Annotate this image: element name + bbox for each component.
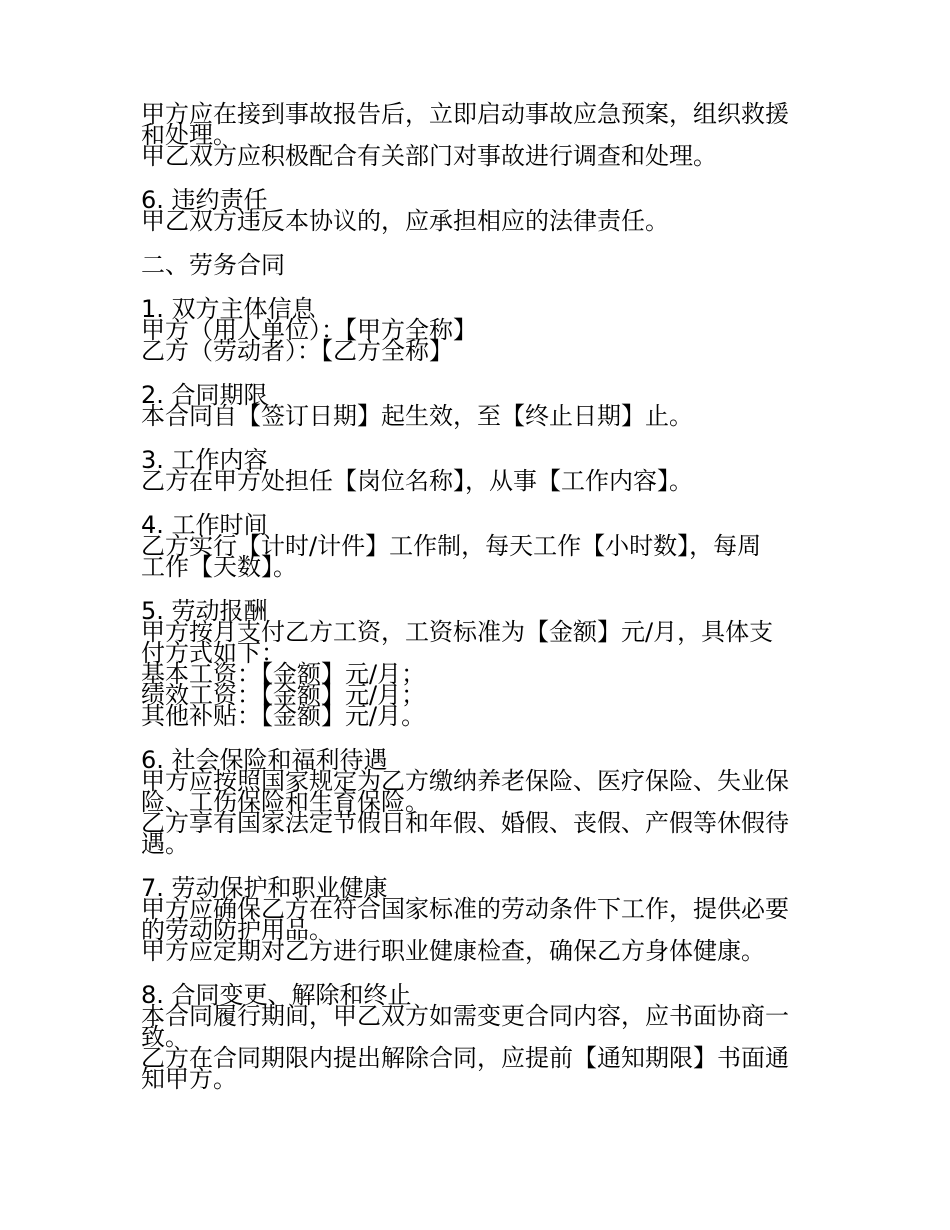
text-line: 的劳动防护用品。: [141, 916, 333, 944]
text-line: 险、工伤保险和生育保险。: [141, 788, 429, 816]
paragraph: [141, 100, 813, 170]
section-heading: 7. 劳动保护和职业健康: [141, 874, 388, 902]
section-heading: 4. 工作时间: [141, 511, 268, 539]
section-heading: 6. 社会保险和福利待遇: [141, 746, 388, 774]
section-heading: 1. 双方主体信息: [141, 295, 316, 323]
text-line: 甲方应按照国家规定为乙方缴纳养老保险、医疗保险、失业保: [141, 767, 789, 795]
text-line: 乙方在合同期限内提出解除合同，应提前【通知期限】书面通: [141, 1044, 789, 1072]
section-heading: 二、劳务合同: [141, 251, 285, 279]
text-line: 乙方实行【计时/计件】工作制，每天工作【小时数】，每周: [141, 532, 762, 560]
paragraph: [141, 895, 813, 965]
text-line: 乙方享有国家法定节假日和年假、婚假、丧假、产假等休假待: [141, 809, 789, 837]
paragraph: [141, 402, 813, 430]
text-line: 工作【天数】。: [141, 553, 297, 581]
paragraph: [141, 532, 813, 581]
section-heading: 6. 违约责任: [141, 186, 268, 214]
text-line: 甲乙双方应积极配合有关部门对事故进行调查和处理。: [141, 142, 717, 170]
paragraph: [141, 767, 813, 858]
text-line: 致。: [141, 1023, 189, 1051]
text-line: 知甲方。: [141, 1065, 237, 1093]
text-line: 甲方应在接到事故报告后，立即启动事故应急预案，组织救援: [141, 100, 789, 128]
paragraph: [141, 467, 813, 495]
section-heading: 5. 劳动报酬: [141, 597, 268, 625]
text-line: 付方式如下：: [141, 639, 285, 667]
section-heading: 3. 工作内容: [141, 446, 268, 474]
paragraph: [141, 207, 813, 235]
text-line: 遇。: [141, 830, 189, 858]
text-line: 和处理。: [141, 121, 237, 149]
text-line: 乙方（劳动者）：【乙方全称】: [141, 337, 453, 365]
text-line: 本合同履行期间，甲乙双方如需变更合同内容，应书面协商一: [141, 1002, 789, 1030]
text-line: 甲方（用人单位）：【甲方全称】: [141, 316, 477, 344]
section-heading: 2. 合同期限: [141, 381, 268, 409]
text-line: 基本工资：【金额】元/月；: [141, 660, 426, 688]
text-line: 乙方在甲方处担任【岗位名称】，从事【工作内容】。: [141, 467, 693, 495]
section-heading: 8. 合同变更、解除和终止: [141, 981, 412, 1009]
paragraph: [141, 316, 813, 365]
text-line: 其他补贴：【金额】元/月。: [141, 702, 426, 730]
text-line: 甲方应确保乙方在符合国家标准的劳动条件下工作，提供必要: [141, 895, 789, 923]
paragraph: [141, 618, 813, 730]
text-line: 甲乙双方违反本协议的，应承担相应的法律责任。: [141, 207, 669, 235]
text-line: 绩效工资：【金额】元/月；: [141, 681, 426, 709]
document-page: [141, 100, 813, 1093]
paragraph: [141, 1002, 813, 1093]
text-line: 甲方按月支付乙方工资，工资标准为【金额】元/月，具体支: [141, 618, 774, 646]
text-line: 本合同自【签订日期】起生效，至【终止日期】止。: [141, 402, 693, 430]
text-line: 甲方应定期对乙方进行职业健康检查，确保乙方身体健康。: [141, 937, 765, 965]
